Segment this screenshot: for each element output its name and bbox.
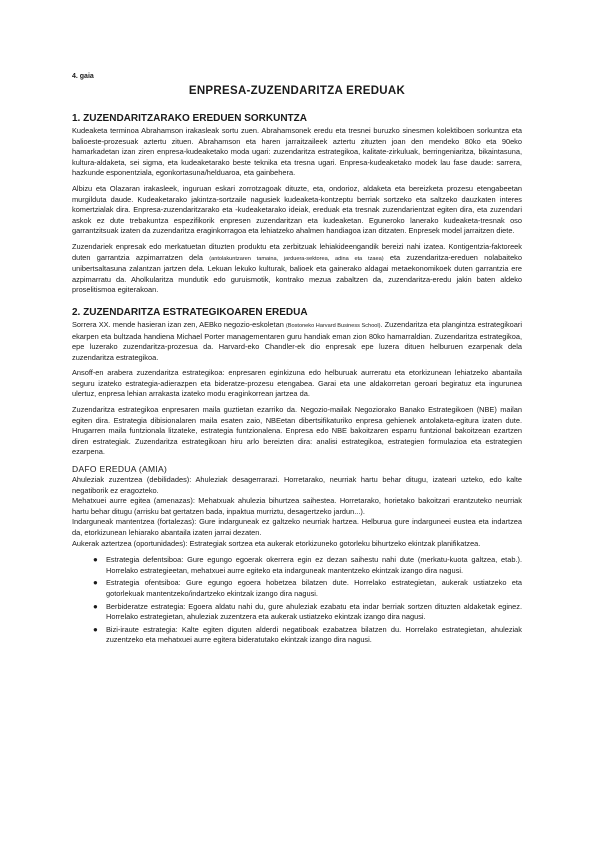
paragraph-text: Sorrera XX. mende hasieran izan zen, AEBko negozio-eskoletan bbox=[72, 319, 286, 329]
section-2-paragraph-2: Ansoff-en arabera zuzendaritza estrategikoa: enpresaren eginkizuna edo helburuak aurreratu eta etorkizunean lehiatzeko abantaila seguru izateko estrategia-adierazpen eta bideratze-prozesu etengabea. Garai eta une aldakorretan geroari begiratuz eta ingurunea ulertuz, enpresa lehian arrakasta izateko modu eraginkorrean jartzea da. bbox=[72, 368, 522, 399]
section-1-paragraph-2: Albizu eta Olazaran irakasleek, inguruan eskari zorrotzagoak dituzte, eta, ondorioz, aldaketa eta bereizketa prozesu etengabeetan murgilduta daude. Kudeaketarako jakintza-sortzaile nagusiek kudeaketa-kontzeptu berriak sortzeko eta saltzeko dauzkaten interes komertzialak dira. Enpresa-zuzendaritzarako eta -kudeaketarako ideiak, ereduak eta tresnak zuzendarientzat egiten dira, eta zuzendari askok ez dute trebakuntza espezifikorik enpresen zuzendaritzan eta kudeaketan. Eguneroko lanerako kudeaketa-tresnak oso garrantzitsuak izaten da zuzendaritza eraginkorragoa eta lehiatzeko ahalmen handiagoa izan ditzaten. Enpresek model jarraitzen diete. bbox=[72, 183, 522, 236]
paragraph-text: Zuzendariek enpresak edo merkatuetan dituzten produktu eta zerbitzuak lehiakideengandik bereizi nahi izatea. Kontigentzia-faktoreek duten garrantzia azpimarratzen dela bbox=[72, 241, 522, 262]
chapter-label: 4. gaia bbox=[72, 73, 94, 80]
section-1-paragraph-3 bbox=[72, 242, 522, 296]
dafo-opportunities: Aukerak aztertzea (oportunidades): Estrategiak sortzea eta aukerak etorkizuneko gotorleku bihurtzeko ekintzak planifikatzea. bbox=[72, 538, 481, 548]
dafo-threats: Mehatxuei aurre egitea (amenazas): Mehatxuak ahulezia bihurtzea saihestea. Horretarako, horietako bakoitzari erantzuteko neurriak hartu behar ditugu (arrisku bat gertatzen bada, inpaktua murriztu, desagertzeko jardun...). bbox=[72, 496, 522, 516]
list-item bbox=[93, 624, 522, 646]
dafo-strengths: Indarguneak mantentzea (fortalezas): Gure indarguneak ez galtzeko neurriak hartzea. Helburua gure indarguneei eustea eta indartzea da, etorkizunean lehiarako abantaila izaten jarrai dezaten. bbox=[72, 517, 522, 537]
section-2-paragraph-1 bbox=[72, 320, 522, 363]
section-1-heading: 1. ZUZENDARITZARAKO EREDUEN SORKUNTZA bbox=[72, 113, 307, 124]
section-2-heading: 2. ZUZENDARITZA ESTRATEGIKOAREN EREDUA bbox=[72, 306, 308, 318]
bullet-icon: ● bbox=[93, 555, 98, 565]
bullet-icon: ● bbox=[93, 601, 98, 611]
list-item bbox=[93, 578, 522, 599]
list-item bbox=[93, 601, 522, 623]
strategy-list bbox=[72, 555, 522, 646]
dafo-title: DAFO EREDUA (AMIA) bbox=[72, 464, 168, 475]
list-item-text: Estrategia ofentsiboa: Gure egungo egoera hobetzea bilatzen dute. Horrelako estrategietan, aukerak ustiatzeko eta gotorlekuak mantentzeko/indartzeko ekintzak izango dira nagusi. bbox=[106, 578, 522, 598]
document-body bbox=[72, 112, 522, 648]
section-2-paragraph-3: Zuzendaritza estrategikoa enpresaren maila guztietan ezarriko da. Negozio-mailak Negoziorako Banako Estrategikoen (NBE) mailan egiten dira. Estrategia dibisionalaren maila esaten zaio, NBEetan dibertsifikaturiko enpresa gehienek antolaketa-egitura izaten dute. Hrugarren maila funtzionala litzateke, estrategia funtzionalena. Enpresa edo NBE bakoitzaren esparru funtzional bakoitzean ezartzen diren estrategiak. Zuzendaritza estrategikoan hiru arlo bereizten dira: analisi estrategikoa, estrategien formulazioa eta estrategien ezarpena. bbox=[72, 405, 522, 457]
section-1-paragraph-1: Kudeaketa terminoa Abrahamson irakasleak sortu zuen. Abrahamsonek eredu eta tresnei buruzko sinesmen kolektiboen sorkuntza eta balioeste-prozesuak aztertu zituen. Abrahamson eta haren jarraitzaileek aztertu zituzten joan den mendeko 80ko eta 90eko hamarkadetan izan ziren enpresa-kudeaketako moda ugari: zuzendaritza estrategikoa, kalitate-zirkuluak, berringeniaritza, bikaintasuna, kultura-aldaketa, sei sigma, eta kudeaketarako beste teknika eta tresna ugari. Enpresa-kudeaketako modek lau fase daude: sarrera, hazkunde esponentziala, egonkortasuna/helduaroa, eta gainbehera. bbox=[72, 126, 522, 178]
paragraph-text: eta zuzendaritza-ereduen nolabaiteko unibertsaltasuna zalantzan jartzen dela. Lekuan lekuko kulturak, balioek eta gainerako aldagai metaekonomikoek duten garrantzia ere azpimarratu da. Aholkularitza mundutik edo guruismotik, kontrako mezua zabaltzen da, zuzendaritza-eredu jakin baten aldeko proselitismoa egiterakoan. bbox=[72, 252, 522, 295]
list-item-text: Bizi-iraute estrategia: Kalte egiten diguten alderdi negatiboak ezabatzea bilatzen du. Horrelako estrategietan, ahuleziak zuzentzeko eta mehatxuei aurre egitera bideratutako ekintzak izango dira nagusi. bbox=[106, 624, 522, 645]
parenthetical-note: (antolakuntzaren tamaina, jarduera-sektorea, adina eta tzaea) bbox=[209, 255, 384, 262]
paragraph-text: . Zuzendaritza eta plangintza estrategikoari ekarpen eta bultzada handiena Michael Porter managementaren guru handiak eman zion 80ko hamarraldian. Zuzendaritza estrategikoa, epe luzerako zuzendaritza-prozesua da. Harvard-eko Chandler-ek dio enpresak epe luzera dituen helburuen ezarpenak dela zuzendaritza estrategikoa. bbox=[72, 319, 522, 362]
bullet-icon: ● bbox=[93, 624, 98, 634]
list-item bbox=[93, 555, 522, 576]
dafo-weaknesses: Ahuleziak zuzentzea (debilidades): Ahuleziak desagerrarazi. Horretarako, neurriak hartu behar ditugu, izateari uzteko, edo kalte negatiborik ez eragozteko. bbox=[72, 475, 522, 495]
list-item-text: Berbideratze estrategia: Egoera aldatu nahi du, gure ahuleziak ezabatu eta indar berriak sortzen dituzten aldaketak eginez. Horrelako estrategietan, ahuleziak zuzentzera eta aukerak ustiatzeko ekintzak izango dira nagusi. bbox=[106, 601, 522, 622]
page-title: ENPRESA-ZUZENDARITZA EREDUAK bbox=[188, 85, 406, 97]
parenthetical-note: (Bostoneko Harvard Business School) bbox=[285, 322, 381, 329]
dafo-section bbox=[72, 464, 522, 549]
list-item-text: Estrategia defentsiboa: Gure egungo egoerak okerrera egin ez dezan saihestu nahi dute (merkatu-kuota galtzea, etab.). Horrelako estrategieetan, mehatxuei aurre egiteko eta indarguneak mantentzeko ekintzak izango dira nagusi. bbox=[106, 555, 522, 575]
bullet-icon: ● bbox=[93, 578, 98, 588]
